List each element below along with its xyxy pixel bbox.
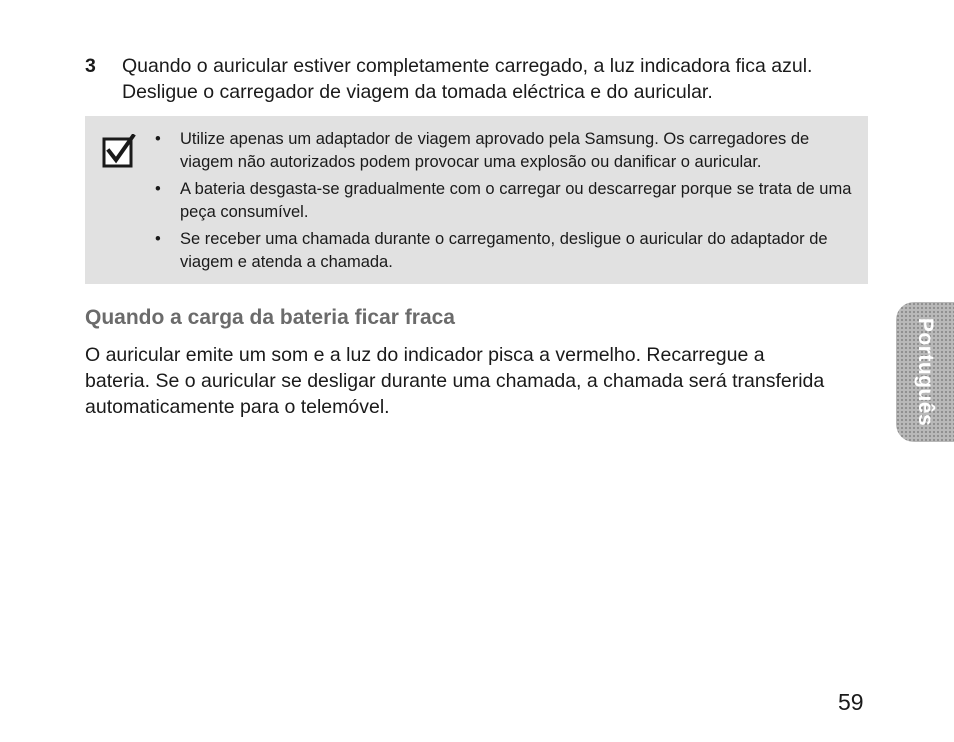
note-item-text: Utilize apenas um adaptador de viagem aprovado pela Samsung. Os carregadores de viagem não autorizados podem provocar uma explosão ou danificar o auricular. <box>180 130 810 171</box>
note-item <box>153 178 865 224</box>
side-tab-label: Português <box>914 317 937 427</box>
page-number: 59 <box>838 689 864 715</box>
step-text: Quando o auricular estiver completamente carregado, a luz indicadora fica azul. Desligue o carregador de viagem da tomada eléctrica e do auricular. <box>122 55 813 103</box>
section-title: Quando a carga da bateria ficar fraca <box>85 306 455 329</box>
step-number: 3 <box>85 55 96 77</box>
bullet: • <box>155 130 161 148</box>
checkbox-check-icon <box>102 134 136 168</box>
language-side-tab <box>896 302 954 442</box>
section-body: O auricular emite um som e a luz do indicador pisca a vermelho. Recarregue a bateria. Se o auricular se desligar durante uma chamada, a chamada será transferida automaticamente para o telemóvel. <box>85 344 825 418</box>
note-box <box>85 116 868 284</box>
bullet: • <box>155 230 161 248</box>
step-3 <box>85 53 845 105</box>
note-item-text: A bateria desgasta-se gradualmente com o carregar ou descarregar porque se trata de uma peça consumível. <box>180 180 852 221</box>
bullet: • <box>155 180 161 198</box>
note-list <box>153 128 865 278</box>
note-item-text: Se receber uma chamada durante o carregamento, desligue o auricular do adaptador de viagem e atenda a chamada. <box>180 230 828 271</box>
note-item <box>153 128 865 174</box>
note-item <box>153 228 865 274</box>
